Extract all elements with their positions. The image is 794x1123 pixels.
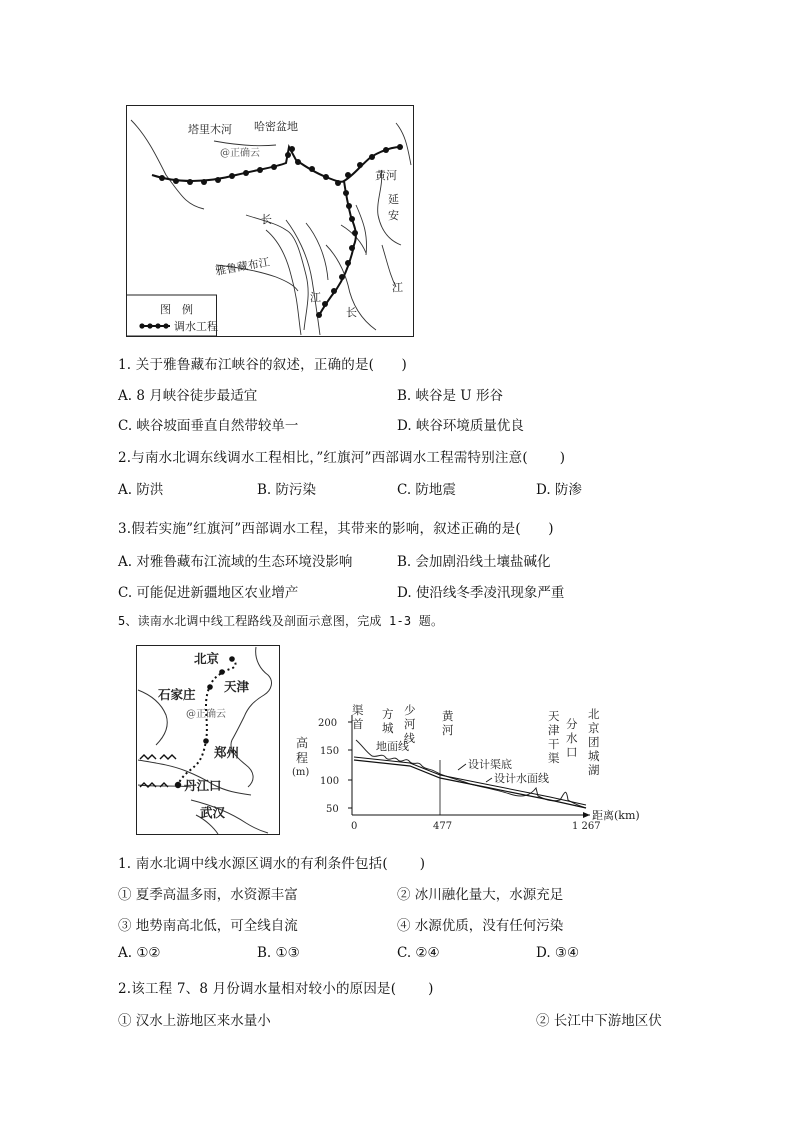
station-tianjin-3: 干 [548, 737, 560, 751]
q1-option-b[interactable]: B. 峡谷是 U 形谷 [397, 388, 503, 404]
station-fangcheng-1: 方 [382, 707, 394, 721]
q2-option-c[interactable]: C. 防地震 [397, 482, 456, 498]
station-tianjin-2: 津 [548, 723, 560, 737]
s2-q2-item-1: ① 汉水上游地区来水量小 [118, 1013, 271, 1029]
q3-option-b[interactable]: B. 会加剧沿线土壤盐碱化 [397, 554, 551, 570]
label-tianjin: 天津 [224, 679, 250, 694]
s2-q1-option-b[interactable]: B. ①③ [257, 945, 300, 961]
s2-q1-item-1: ① 夏季高温多雨，水资源丰富 [118, 887, 298, 903]
x-axis-label: 距离(km) [592, 809, 640, 822]
design-bottom-label: 设计渠底 [468, 758, 512, 771]
q3-option-d[interactable]: D. 使沿线冬季凌汛现象严重 [397, 585, 565, 601]
q1-option-a[interactable]: A. 8 月峡谷徒步最适宜 [118, 388, 258, 404]
s2-q2-item-2: ② 长江中下游地区伏 [536, 1013, 662, 1029]
q3-option-a[interactable]: A. 对雅鲁藏布江流域的生态环境没影响 [118, 554, 353, 570]
x-tick-477: 477 [433, 821, 453, 832]
station-fenshuikou-3: 口 [566, 745, 578, 759]
label-wuhan: 武汉 [200, 805, 226, 820]
y-tick-200: 200 [318, 718, 338, 729]
label-danjiangkou: 丹江口 [184, 778, 222, 793]
x-tick-0: 0 [351, 821, 358, 832]
station-fenshuikou-2: 水 [566, 731, 578, 745]
label-shijiazhuang: 石家庄 [158, 687, 196, 702]
s2-q1-item-4: ④ 水源优质，没有任何污染 [397, 918, 564, 934]
station-beijing-2: 京 [588, 721, 600, 735]
middle-route-map [136, 645, 280, 835]
label-chang-2: 长 [346, 306, 357, 319]
s2-q1-option-c[interactable]: C. ②④ [397, 945, 440, 961]
route-map-west [126, 105, 414, 337]
x-tick-1267: 1 267 [572, 821, 601, 832]
label-jiang-2: 江 [392, 281, 403, 294]
map-watermark-2: @正确云 [186, 709, 226, 720]
q1-option-d[interactable]: D. 峡谷环境质量优良 [397, 418, 524, 434]
elevation-profile [290, 700, 660, 840]
station-fenshuikou-1: 分 [566, 717, 578, 731]
station-qushou-2: 首 [352, 717, 364, 731]
station-shaohe-1: 少 [404, 703, 416, 717]
q2-option-a[interactable]: A. 防洪 [118, 482, 164, 498]
y-axis-label-2: 程 [296, 751, 309, 765]
ground-line-label: 地面线 [376, 740, 409, 753]
y-tick-150: 150 [320, 746, 340, 757]
station-tianjin-4: 渠 [548, 751, 560, 765]
s2-question-2-stem: 2.该工程 7、8 月份调水量相对较小的原因是( ) [118, 981, 434, 997]
label-yarlung: 雅鲁藏布江 [214, 255, 271, 278]
station-beijing-5: 湖 [588, 763, 600, 777]
label-tarim: 塔里木河 [188, 123, 232, 136]
map-watermark: @正确云 [220, 148, 260, 159]
label-beijing: 北京 [194, 651, 220, 666]
ground-line-suffix: 线 [404, 732, 415, 745]
label-yanan-1: 延 [388, 193, 399, 206]
s2-question-1-stem: 1. 南水北调中线水源区调水的有利条件包括( ) [118, 856, 426, 872]
label-yellow-river: 黄河 [375, 169, 397, 182]
label-jiang-1: 江 [310, 291, 321, 304]
station-fangcheng-2: 城 [382, 721, 394, 735]
station-huanghe-1: 黄 [442, 709, 454, 723]
legend-title: 图 例 [160, 303, 193, 316]
q2-option-d[interactable]: D. 防渗 [536, 482, 582, 498]
q2-option-b[interactable]: B. 防污染 [257, 482, 317, 498]
question-2-stem: 2.与南水北调东线调水工程相比，”红旗河”西部调水工程需特别注意( ) [118, 450, 566, 466]
label-hami: 哈密盆地 [254, 120, 298, 133]
s2-q1-option-d[interactable]: D. ③④ [536, 945, 580, 961]
y-tick-50: 50 [326, 804, 339, 815]
question-3-stem: 3.假若实施”红旗河”西部调水工程，其带来的影响，叙述正确的是( ) [118, 521, 554, 537]
station-beijing-4: 城 [588, 749, 600, 763]
label-yanan-2: 安 [388, 209, 399, 222]
y-axis-unit: (m) [292, 767, 310, 778]
design-water-label: 设计水面线 [494, 772, 549, 785]
section-2-intro: 5、读南水北调中线工程路线及剖面示意图，完成 1-3 题。 [118, 614, 444, 628]
station-beijing-3: 团 [588, 735, 600, 749]
y-tick-100: 100 [320, 776, 340, 787]
s2-q1-option-a[interactable]: A. ①② [118, 945, 161, 961]
station-tianjin-1: 天 [548, 709, 560, 723]
label-zhengzhou: 郑州 [214, 745, 240, 760]
q1-option-c[interactable]: C. 峡谷坡面垂直自然带较单一 [118, 418, 299, 434]
q3-option-c[interactable]: C. 可能促进新疆地区农业增产 [118, 585, 299, 601]
station-shaohe-2: 河 [404, 717, 416, 731]
question-1-stem: 1. 关于雅鲁藏布江峡谷的叙述，正确的是( ) [118, 357, 408, 373]
label-chang-1: 长 [261, 213, 272, 226]
s2-q1-item-2: ② 冰川融化量大，水源充足 [397, 887, 564, 903]
s2-q1-item-3: ③ 地势南高北低，可全线自流 [118, 918, 298, 934]
station-qushou-1: 渠 [352, 703, 364, 717]
y-axis-label-1: 高 [296, 736, 309, 750]
station-huanghe-2: 河 [442, 723, 454, 737]
legend-item-label: 调水工程 [174, 320, 218, 333]
station-beijing-1: 北 [588, 707, 600, 721]
